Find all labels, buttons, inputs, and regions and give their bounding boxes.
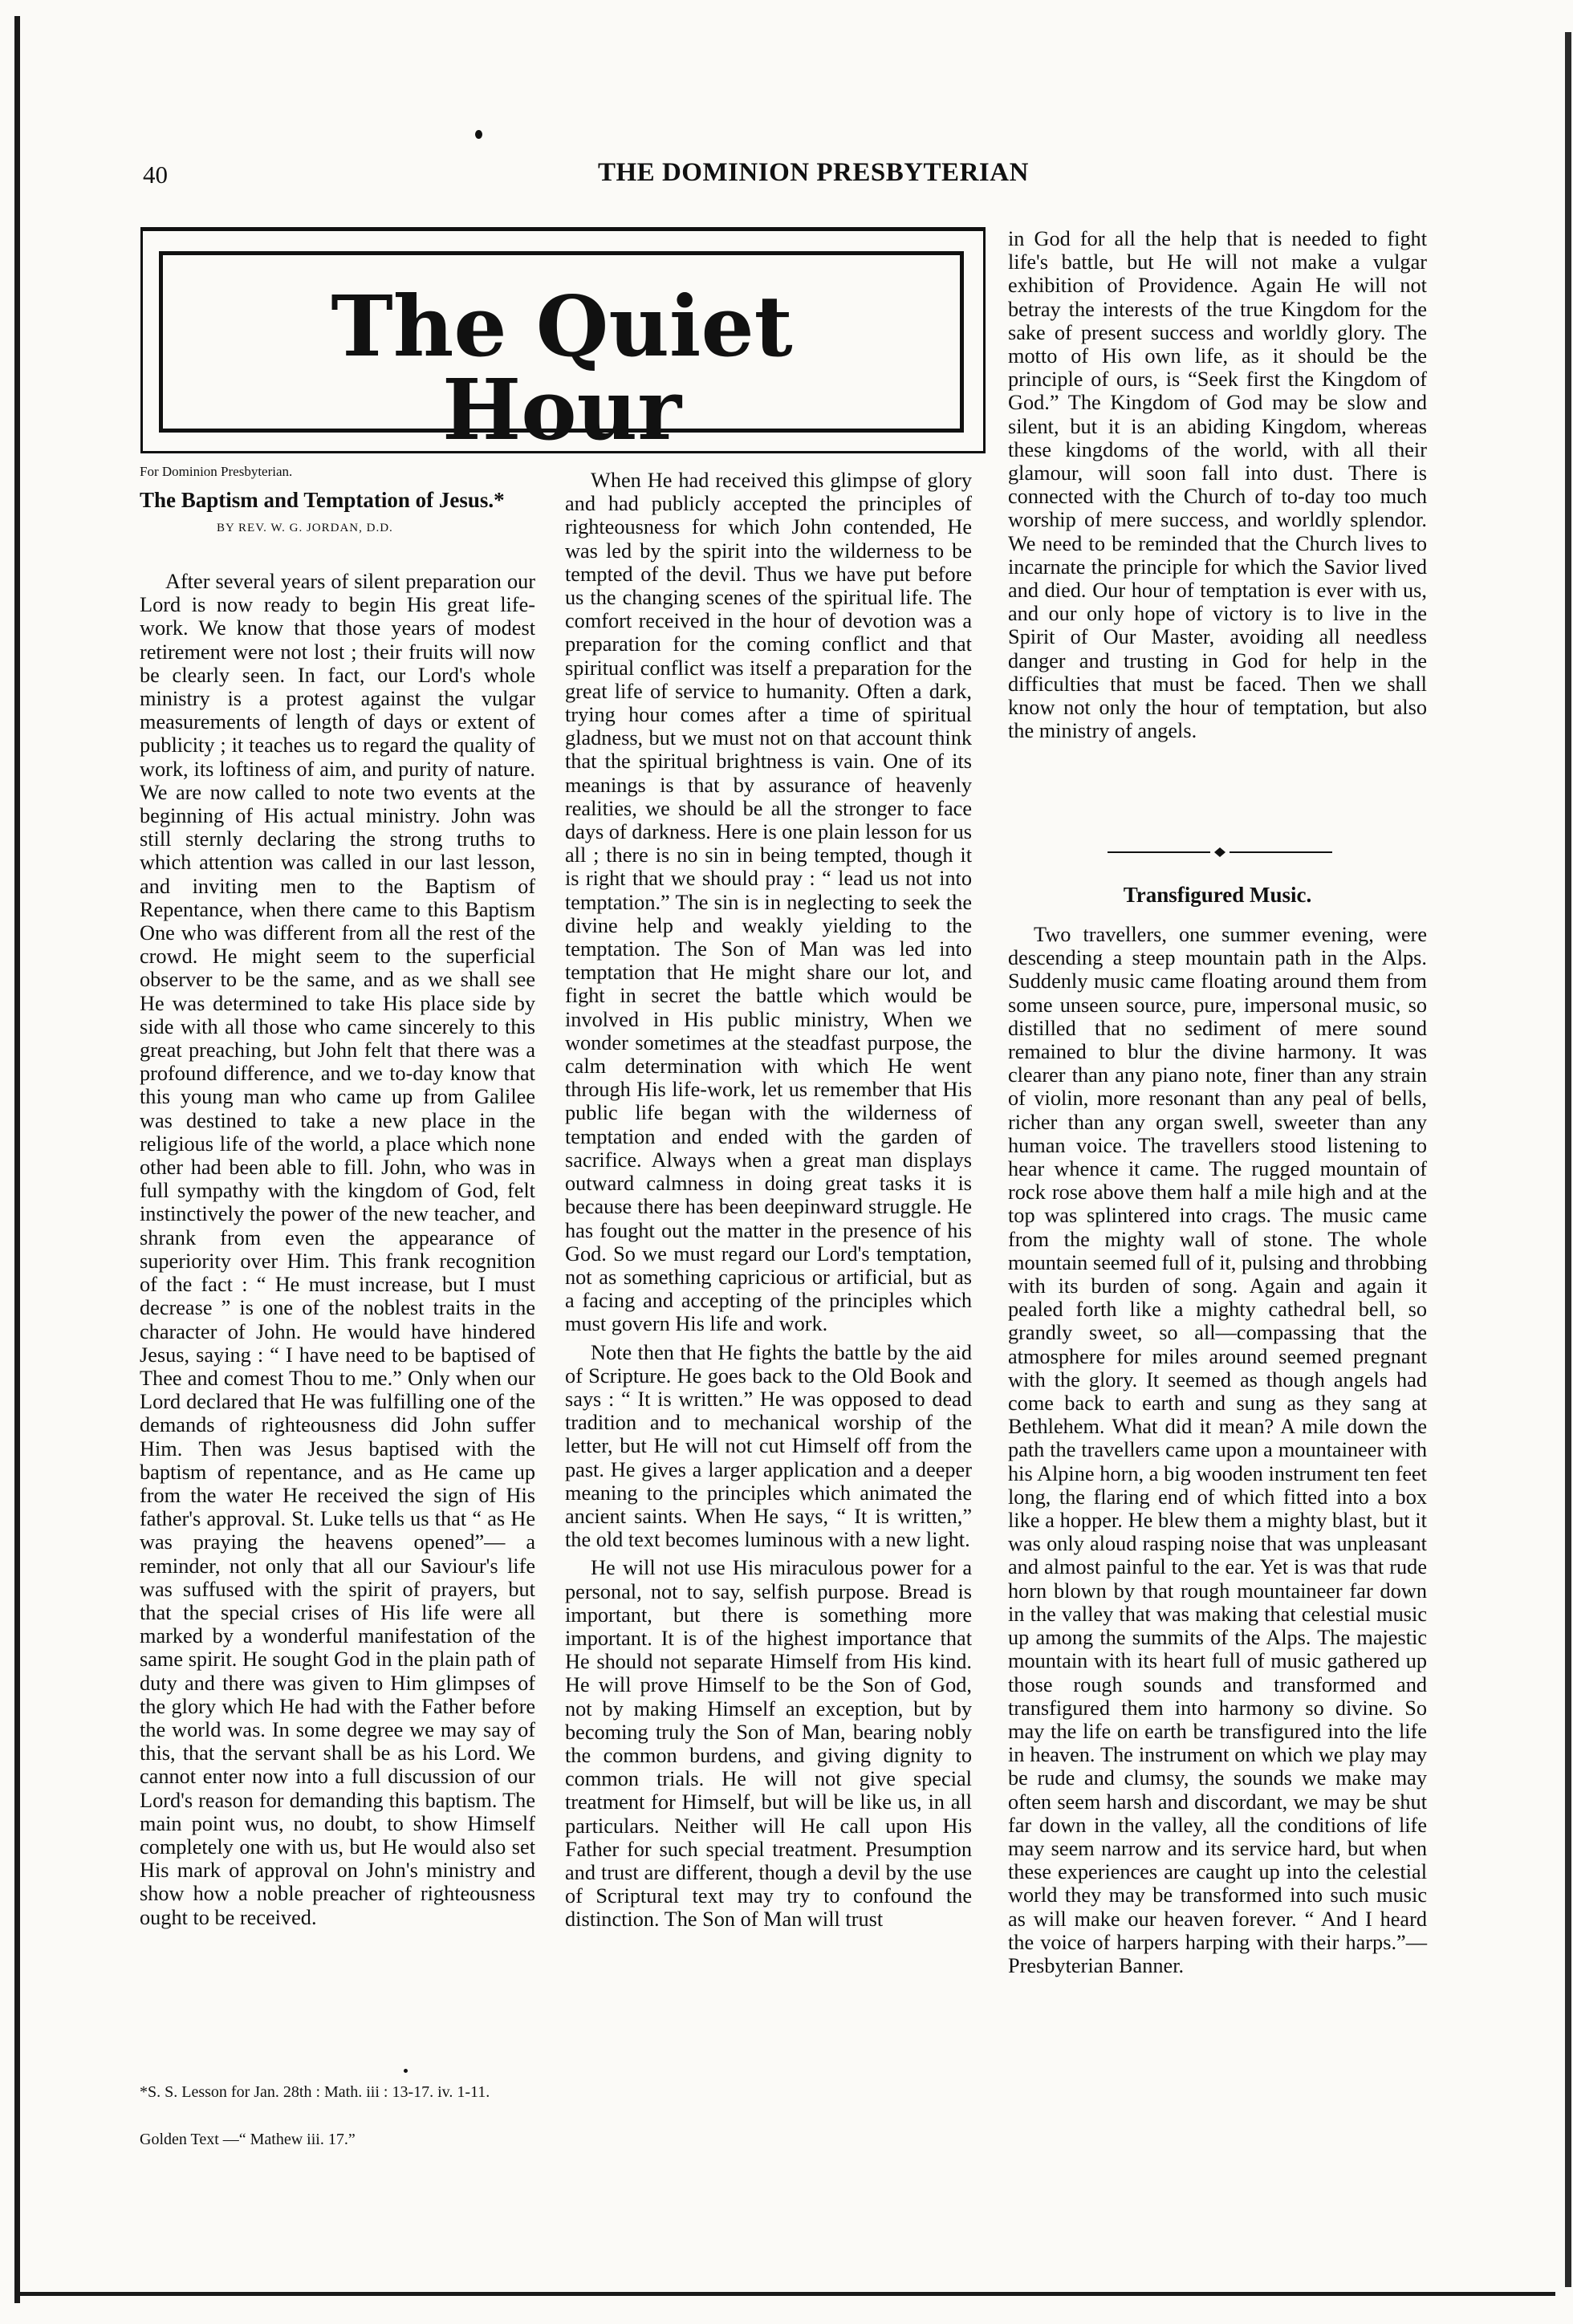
article-paragraph: He will not use His miraculous power for a personal, not to say, selfish purpose. Bread is important, but there is something more important. It is of the highest importance that He should not separate Himself from His kind. He will prove Himself to be the Son of God, not by making Himself an exception, but by becoming truly the Son of Man, bearing nobly the common burdens, and giving dignity to common trials. He will not give special treatment for Himself, but will be like us, in all particulars. Neither will He call upon His Father for such special treatment. Presumption and trust are different, though a devil by the use of Scriptural text may try to confound the distinction. The Son of Man will trust <box>565 1556 972 1932</box>
footnote-divider <box>404 2069 408 2073</box>
golden-text: Golden Text —“ Mathew iii. 17.” <box>140 2131 356 2148</box>
page-border-left <box>14 16 20 2303</box>
article-title: The Baptism and Temptation of Jesus.* <box>140 488 505 512</box>
column-3 <box>1008 227 1427 742</box>
article-paragraph: After several years of silent preparation our Lord is now ready to begin His great life-work. We know that those years of modest retirement were not lost ; their fruits will now be clearly seen. In fact, our Lord's whole ministry is a protest against the vulgar measurements of length of days or extent of publicity ; it teaches us to regard the quality of work, its loftiness of aim, and purity of nature. We are now called to note two events at the beginning of His actual ministry. John was still sternly declaring the strong truths to which attention was called in our last lesson, and inviting men to the Baptism of Repentance, when there came to this Baptism One who was different from all the rest of the crowd. He might seem to the superficial observer to be the same, and as we shall see He was determined to take His place side by side with all those who came sincerely to this great preaching, but John felt that there was a profound difference, and we to-day know that this young man who came up from Galilee was destined to take a new place in the religious life of the world, a place which none other had been able to fill. John, who was in full sympathy with the kingdom of God, felt instinctively the power of the new teacher, and shrank from even the appearance of superiority over Him. This frank recognition of the fact : “ He must increase, but I must decrease ” is one of the noblest traits in the character of John. He would have hindered Jesus, saying : “ I have need to be baptised of Thee and comest Thou to me.” Only when our Lord declared that He was fulfilling one of the demands of righteousness did John suffer Him. Then was Jesus baptised with the baptism of repentance, and as He came up from the water He received the sign of His father's approval. St. Luke tells us that “ as He was praying the heavens opened”— a reminder, not only that all our Saviour's life was suffused with the spirit of prayers, but that the special crises of His life were all marked by a wonderful manifestation of the same spirit. He sought God in the plain path of duty and there was given to Him glimpses of the glory which He had with the Father before the world was. In some degree we may say of this, that the servant shall be as his Lord. We cannot enter now into a full discussion of our Lord's reason for demanding this baptism. The main point wus, no doubt, to show Himself completely one with us, but He would also set His mark of approval on John's ministry and show how a noble preacher of righteousness ought to be received. <box>140 570 535 1929</box>
article-paragraph: When He had received this glimpse of glory and had publicly accepted the principles of righteousness for which John contended, He was led by the spirit into the wilderness to be tempted of the devil. Thus we have put before us the changing scenes of the spiritual life. The comfort received in the hour of devotion was a preparation for the coming conflict and that spiritual conflict was itself a preparation for the great life of service to humanity. Often a dark, trying hour comes after a time of spiritual gladness, but we must not on that account think that the spiritual brightness is vain. One of its meanings is that by assurance of heavenly realities, we should be all the stronger to face days of darkness. Here is one plain lesson for us all ; there is no sin in being tempted, though it is right that we should pray : “ lead us not into temptation.” The sin is in neglecting to seek the divine help and weakly yielding to the temptation. The Son of Man was led into temptation that He might share our lot, and fight in secret the battle which would be involved in His public ministry, When we wonder sometimes at the steadfast purpose, the calm determination with which He went through His life-work, let us remember that His public life began with the wilderness of temptation and ended with the garden of sacrifice. Always when a great man displays outward calmness in doing great tasks it is because there has been deepinward struggle. He has fought out the matter in the presence of his God. So we must regard our Lord's temptation, not as something capricious or artificial, but as a facing and accepting of the principles which must govern His life and work. <box>565 469 972 1336</box>
column-2 <box>565 469 972 1932</box>
ink-speck <box>475 130 482 139</box>
footnote: *S. S. Lesson for Jan. 28th : Math. iii : 13-17. iv. 1-11. <box>140 2083 490 2101</box>
article-paragraph: in God for all the help that is needed to fight life's battle, but He will not make a vulgar exhibition of Providence. Again He will not betray the interests of the true Kingdom for the sake of present success and worldly glory. The motto of His own life, as it should be the principle of ours, is “Seek first the Kingdom of God.” The Kingdom of God may be slow and silent, but it is an abiding Kingdom, whereas these kingdoms of the world, with all their glamour, will soon fall into dust. There is connected with the Church of to-day too much worship of mere success, and worldly splendor. We need to be reminded that the Church lives to incarnate the principle for which the Savior lived and died. Our hour of temptation is ever with us, and our only hope of victory is to live in the Spirit of Our Master, avoiding all needless danger and trusting in God for help in the difficulties that must be faced. Then we shall know not only the hour of temptation, but also the ministry of angels. <box>1008 227 1427 743</box>
page-border-bottom <box>14 2292 1555 2296</box>
running-title: THE DOMINION PRESBYTERIAN <box>598 158 1029 187</box>
column-1 <box>140 570 535 1929</box>
section-banner-title: The Quiet Hour <box>331 277 793 459</box>
column-3-article-2 <box>1008 923 1427 1977</box>
page-number: 40 <box>143 160 168 189</box>
article-byline: BY REV. W. G. JORDAN, D.D. <box>217 522 393 534</box>
section-title: Transfigured Music. <box>1123 883 1312 907</box>
article-kicker: For Dominion Presbyterian. <box>140 464 293 479</box>
section-divider-ornament <box>1108 847 1332 857</box>
page-border-right <box>1565 32 1571 2287</box>
article-paragraph: Two travellers, one summer evening, were descending a steep mountain path in the Alps. Suddenly music came floating around them from some unseen source, pure, impersonal music, so distilled that no sediment of mere sound remained to blur the divine harmony. It was clearer than any piano note, finer than any strain of violin, more resonant than any peal of bells, richer than any organ swell, sweeter than any human voice. The travellers stood listening to hear whence it came. The rugged mountain of rock rose above them half a mile high and at the top was splintered into crags. The music came from the mighty wall of stone. The whole mountain seemed full of it, pulsing and throbbing with its burden of song. Again and again it pealed forth like a mighty cathedral bell, so grandly sweet, so all—compassing that the atmosphere for miles around seemed pregnant with the glory. It seemed as though angels had come back to earth and sung as they sang at Bethlehem. What did it mean? A mile down the path the travellers came upon a mountaineer with his Alpine horn, a big wooden instrument ten feet long, the flaring end of which fitted into a box like a hopper. He blew them a mighty blast, but it was only aloud rasping noise that was unpleasant and almost painful to the ear. Yet is was that rude horn blown by that rough mountaineer far down in the valley that was making that celestial music up among the summits of the Alps. The majestic mountain with its heart full of music gathered up those rough sounds and transformed and transfigured them into harmony so divine. So may the life on earth be transfigured into the life in heaven. The instrument on which we play may be rude and clumsy, the sounds we make may often seem harsh and discordant, we may be shut far down in the valley, all the conditions of life may seem narrow and its service hard, but when these experiences are caught up into the celestial world they may be transformed into such music as will make our heaven forever. “ And I heard the voice of harpers harping with their harps.”—Presbyterian Banner. <box>1008 923 1427 1977</box>
article-paragraph: Note then that He fights the battle by the aid of Scripture. He goes back to the Old Book and says : “ It is written.” He was opposed to dead tradition and to mechanical worship of the letter, but He will not cut Himself off from the past. He gives a larger application and a deeper meaning to the principles which animated the ancient saints. When He says, “ It is written,” the old text becomes luminous with a new light. <box>565 1340 972 1552</box>
